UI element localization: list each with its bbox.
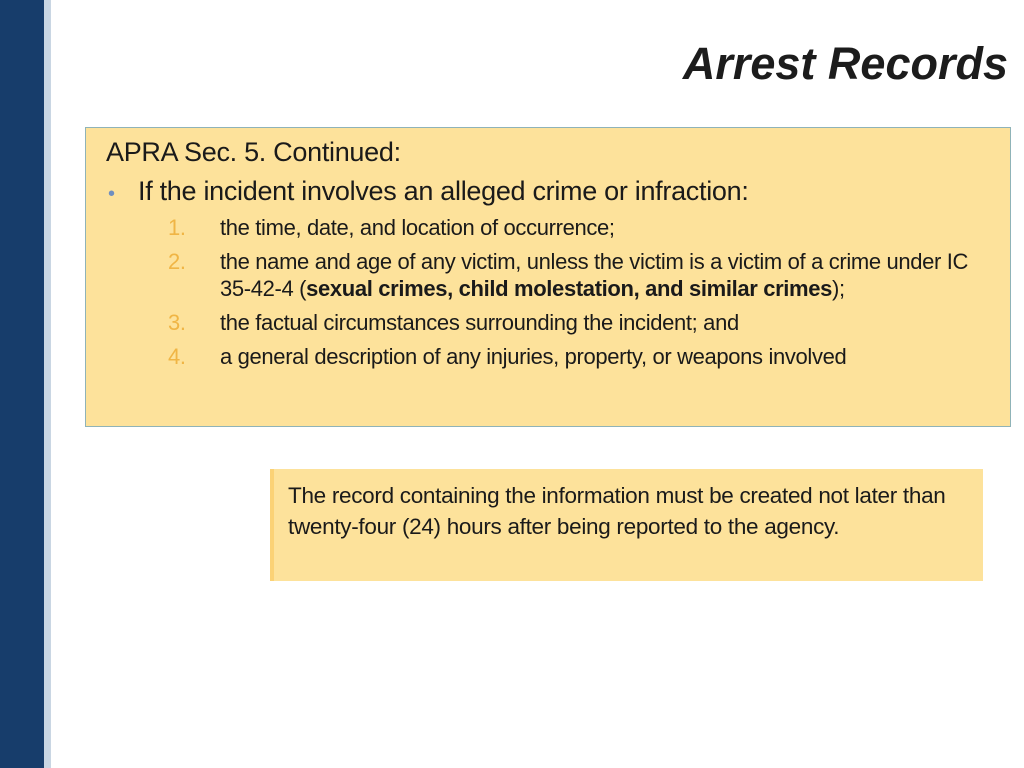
list-item [168, 248, 996, 302]
note-callout [270, 469, 983, 581]
list-item [168, 309, 996, 336]
list-item-text-after: ); [832, 276, 845, 301]
bullet-text: If the incident involves an alleged crime or infraction: [138, 176, 749, 206]
list-item-text: the factual circumstances surrounding the incident; and [220, 310, 739, 335]
list-number: 2. [168, 249, 186, 274]
box-heading: APRA Sec. 5. Continued: [106, 137, 401, 167]
note-text: The record containing the information must be created not later than twenty-four (24) hours after being reported to the agency. [288, 483, 946, 539]
list-item-text-before: the name and age of any victim, unless the victim is a victim of a crime under IC 35-42-4 ( [220, 249, 969, 301]
list-item-text-bold: sexual crimes, child molestation, and similar crimes [306, 276, 833, 301]
list-item-text [220, 248, 996, 302]
sidebar-accent-dark [0, 0, 44, 768]
bullet-icon: • [108, 183, 115, 205]
list-item-text: the time, date, and location of occurrence; [220, 215, 615, 240]
list-item [168, 214, 996, 241]
numbered-list [168, 214, 996, 370]
sidebar-accent-light [44, 0, 51, 768]
list-item [168, 343, 996, 370]
bullet-item [106, 171, 996, 214]
slide-title: Arrest Records [682, 38, 1008, 89]
list-item-text: a general description of any injuries, property, or weapons involved [220, 344, 847, 369]
list-number: 4. [168, 344, 186, 369]
list-number: 3. [168, 310, 186, 335]
list-number: 1. [168, 215, 186, 240]
content-box [85, 127, 1011, 427]
